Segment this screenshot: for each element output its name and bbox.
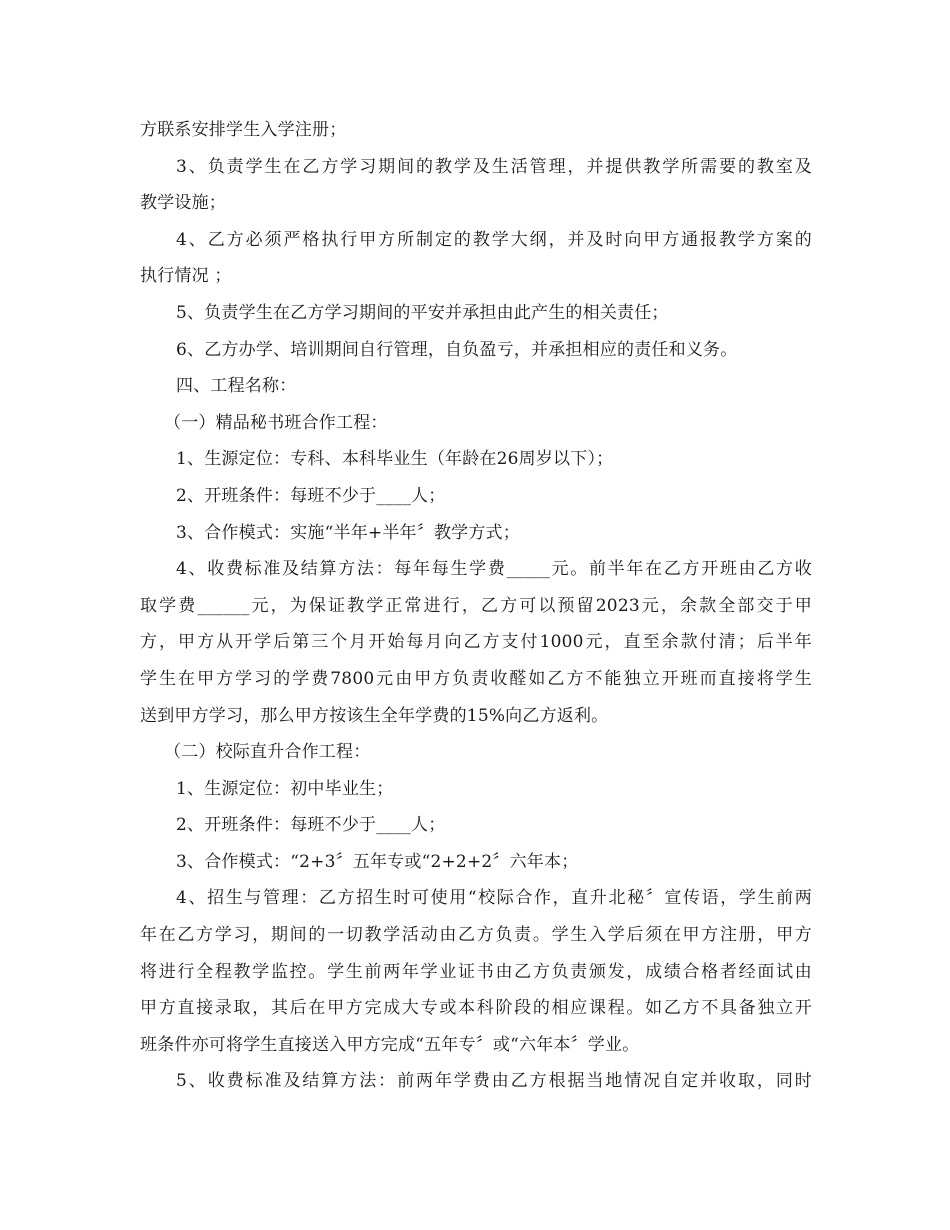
text-line: 方联系安排学生入学注册；	[140, 120, 347, 140]
text-line: 甲方直接录取，其后在甲方完成大专或本科阶段的相应课程。如乙方不具备独立开	[140, 998, 812, 1019]
text-line: 教学设施；	[140, 193, 226, 214]
text-line: 方，甲方从开学后第三个月开始每月向乙方支付1000元，直至余款付清；后半年	[140, 632, 812, 653]
text-line: 4、收费标准及结算方法：每年每生学费_____元。前半年在乙方开班由乙方收	[176, 559, 812, 580]
text-line: 年在乙方学习，期间的一切教学活动由乙方负责。学生入学后须在甲方注册，甲方	[140, 925, 812, 946]
text-line: 2、开班条件：每班不少于____人；	[176, 485, 446, 506]
text-line: 学生在甲方学习的学费7800元由甲方负责收醛如乙方不能独立开班而直接将学生	[140, 668, 812, 689]
subsection-heading: （一）精品秘书班合作工程：	[164, 412, 388, 433]
text-line: 3、合作模式：“2+3〞五年专或“2+2+2〞六年本；	[176, 851, 579, 872]
section-heading: 四、工程名称：	[176, 376, 297, 397]
text-line: 5、负责学生在乙方学习期间的平安并承担由此产生的相关责任；	[176, 302, 669, 323]
text-line: 执行情况 ；	[140, 266, 232, 287]
text-line: 取学费______元，为保证教学正常进行，乙方可以预留2023元，余款全部交于甲	[140, 595, 812, 616]
text-line: 送到甲方学习，那么甲方按该生全年学费的15%向乙方返利。	[140, 705, 609, 726]
text-line: 将进行全程教学监控。学生前两年学业证书由乙方负责颁发，成绩合格者经面试由	[140, 961, 812, 982]
text-line: 5、收费标准及结算方法：前两年学费由乙方根据当地情况自定并收取，同时	[176, 1071, 812, 1092]
text-line: 2、开班条件：每班不少于____人；	[176, 815, 446, 836]
text-line: 6、乙方办学、培训期间自行管理，自负盈亏，并承担相应的责任和义务。	[176, 339, 738, 360]
text-line: 1、生源定位：初中毕业生；	[176, 778, 394, 799]
text-line: 1、生源定位：专科、本科毕业生（年龄在26周岁以下）；	[176, 449, 614, 470]
text-line: 4、乙方必须严格执行甲方所制定的教学大纲，并及时向甲方通报教学方案的	[176, 229, 812, 250]
text-line: 3、合作模式：实施“半年+半年〞教学方式；	[176, 522, 520, 543]
document-body	[140, 112, 812, 1100]
text-line: 4、招生与管理：乙方招生时可使用“校际合作，直升北秘〞宣传语，学生前两	[176, 888, 812, 909]
text-line: 班条件亦可将学生直接送入甲方完成“五年专〞或“六年本〞学业。	[140, 1034, 640, 1055]
text-line: 3、负责学生在乙方学习期间的教学及生活管理，并提供教学所需要的教室及	[176, 156, 812, 177]
subsection-heading: （二）校际直升合作工程：	[164, 742, 371, 763]
